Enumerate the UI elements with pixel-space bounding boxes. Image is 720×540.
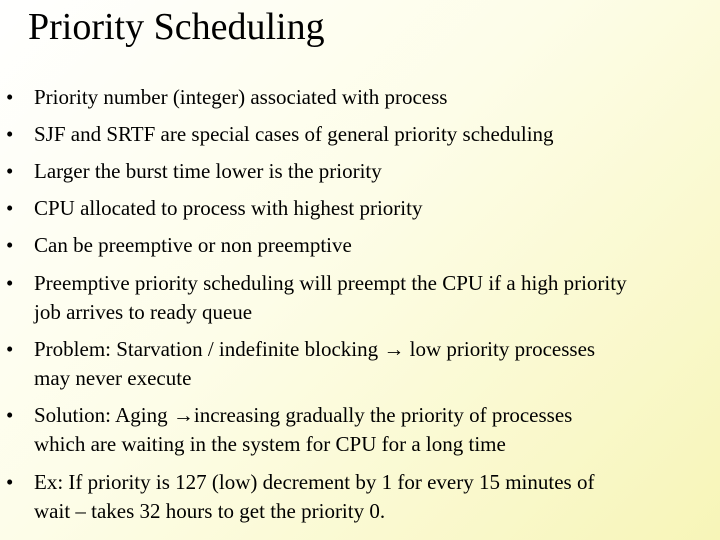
bullet-text [34, 335, 718, 393]
bullet-dot: • [6, 271, 14, 295]
bullet-line: wait – takes 32 hours to get the priority 0. [34, 499, 386, 523]
bullet-line: may never execute [34, 366, 192, 390]
bullet-text [34, 269, 718, 327]
bullet-dot: • [6, 470, 14, 494]
bullet-text [34, 83, 718, 112]
bullet-dot: • [6, 337, 14, 361]
bullet-dot: • [6, 403, 14, 427]
bullet-line: Priority number (integer) associated with process [34, 85, 448, 109]
bullet-line: Solution: Aging →increasing gradually the priority of processes [34, 403, 573, 427]
bullet-text [34, 468, 718, 526]
bullet-line: Larger the burst time lower is the priority [34, 159, 382, 183]
bullet-text [34, 157, 718, 186]
bullet-text [34, 194, 718, 223]
bullet-line: which are waiting in the system for CPU for a long time [34, 432, 506, 456]
bullet-line: CPU allocated to process with highest priority [34, 196, 423, 220]
bullet-line: SJF and SRTF are special cases of general priority scheduling [34, 122, 554, 146]
bullet-line: Ex: If priority is 127 (low) decrement by 1 for every 15 minutes of [34, 470, 595, 494]
bullet-line: Can be preemptive or non preemptive [34, 233, 352, 257]
bullet-line: job arrives to ready queue [34, 300, 253, 324]
bullet-text [34, 401, 718, 459]
bullet-line: Problem: Starvation / indefinite blocking → low priority processes [34, 337, 596, 361]
bullet-dot: • [6, 159, 14, 183]
bullet-text [34, 120, 718, 149]
bullet-line: Preemptive priority scheduling will preempt the CPU if a high priority [34, 271, 627, 295]
bullet-dot: • [6, 122, 14, 146]
bullet-text [34, 231, 718, 260]
slide-title: Priority Scheduling [28, 6, 325, 48]
bullet-dot: • [6, 85, 14, 109]
bullet-dot: • [6, 196, 14, 220]
bullet-dot: • [6, 233, 14, 257]
